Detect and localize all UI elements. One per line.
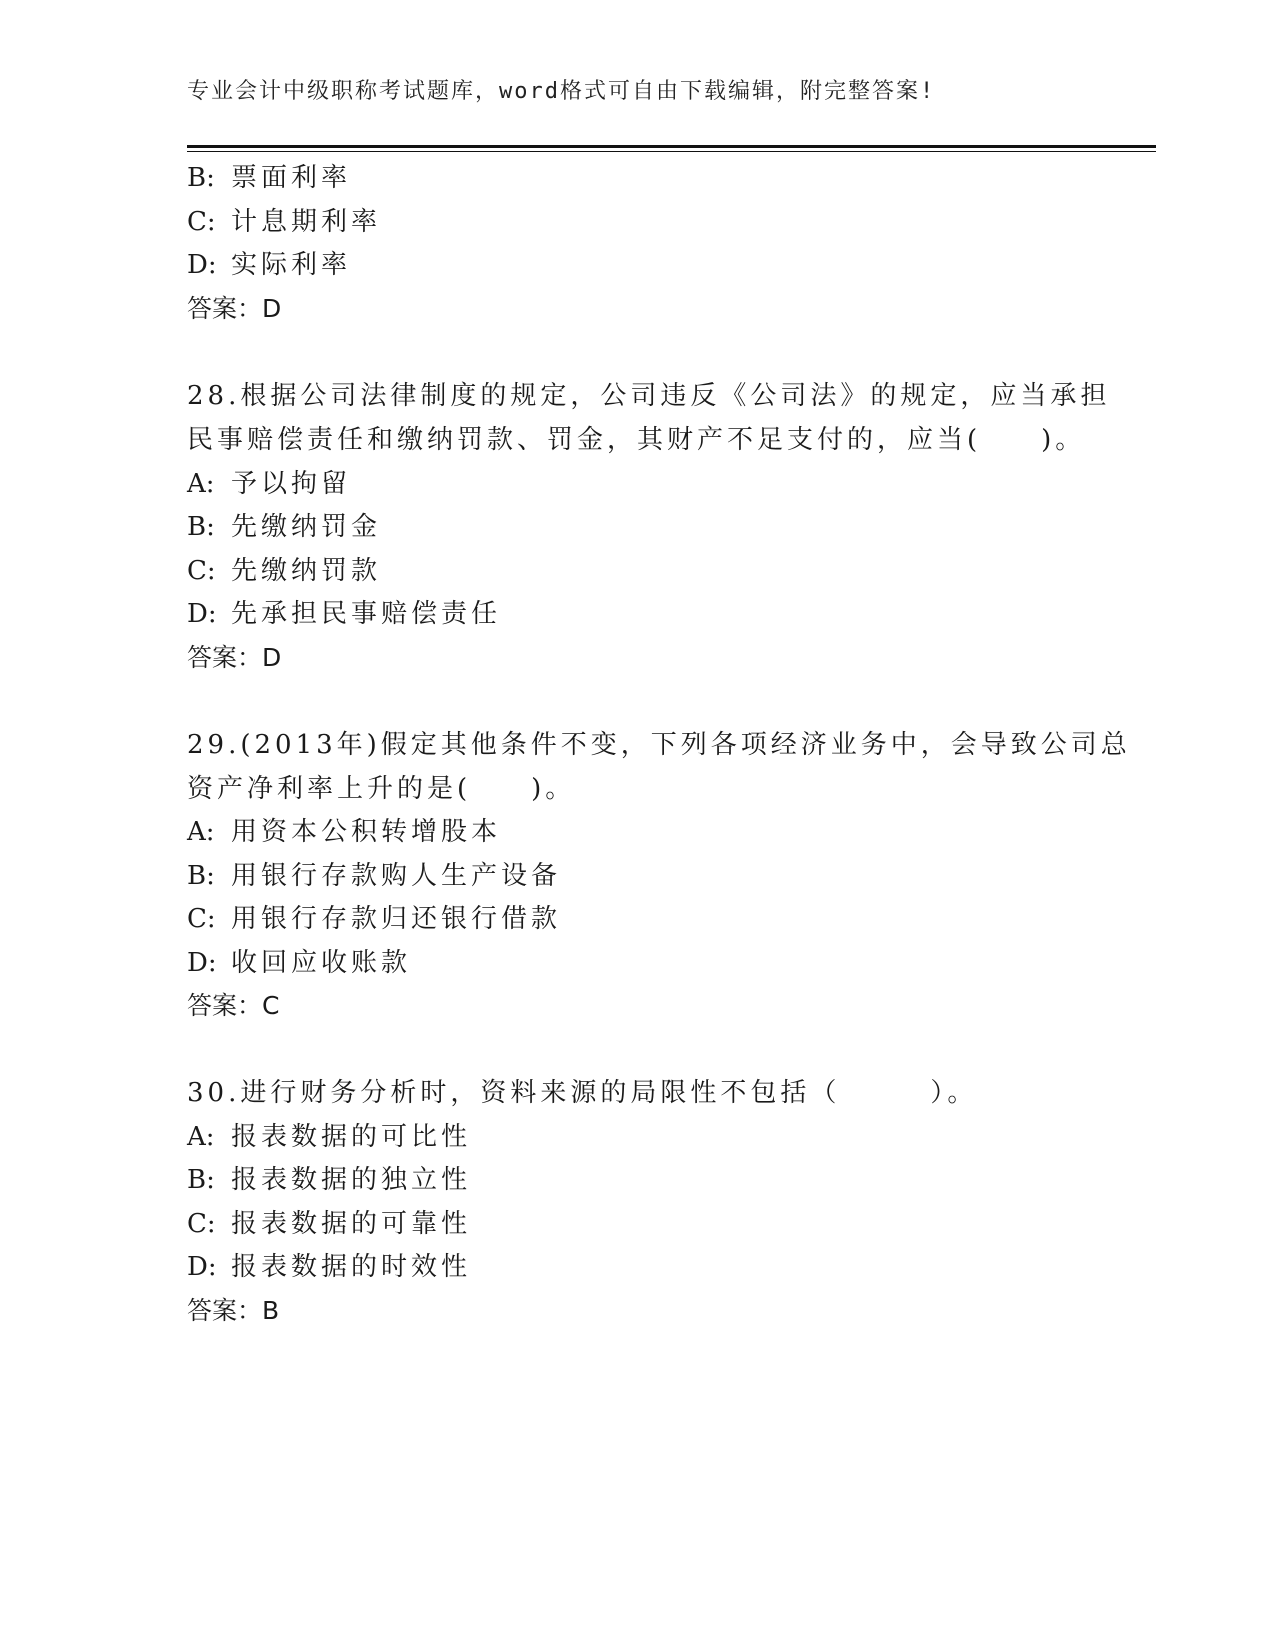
option-line [187, 1209, 471, 1239]
option-text: 用银行存款归还银行借款 [231, 904, 562, 934]
option-letter: D: [187, 948, 217, 978]
option-line [187, 469, 351, 499]
header-rule-thick [187, 145, 1156, 148]
option-letter: B: [187, 512, 215, 542]
page-header: 专业会计中级职称考试题库，word格式可自由下载编辑，附完整答案! [187, 79, 936, 104]
option-line [187, 817, 501, 847]
answer-line: 答案：D [187, 643, 282, 672]
question-stem: 资产净利率上升的是( )。 [187, 774, 576, 804]
option-text: 先缴纳罚款 [231, 556, 382, 586]
option-line [187, 861, 561, 891]
question-stem: 28.根据公司法律制度的规定，公司违反《公司法》的规定，应当承担 [187, 381, 1111, 411]
option-text: 报表数据的可靠性 [231, 1209, 472, 1239]
option-line [187, 948, 411, 978]
answer-line: 答案：B [187, 1296, 280, 1325]
option-line [187, 1252, 471, 1282]
option-letter: B: [187, 163, 215, 193]
option-text: 计息期利率 [231, 207, 382, 237]
option-text: 收回应收账款 [231, 948, 412, 978]
option-letter: C: [187, 207, 216, 237]
option-line [187, 1122, 471, 1152]
option-text: 报表数据的独立性 [231, 1165, 472, 1195]
option-text: 实际利率 [231, 250, 352, 280]
option-letter: D: [187, 599, 217, 629]
option-text: 先承担民事赔偿责任 [231, 599, 502, 629]
option-letter: A: [187, 1122, 215, 1152]
option-text: 先缴纳罚金 [231, 512, 382, 542]
option-line [187, 207, 381, 237]
option-letter: C: [187, 1209, 216, 1239]
option-text: 予以拘留 [231, 469, 352, 499]
question-stem: 30.进行财务分析时，资料来源的局限性不包括（ ）。 [187, 1078, 978, 1108]
option-letter: B: [187, 1165, 215, 1195]
option-letter: A: [187, 469, 215, 499]
option-text: 报表数据的可比性 [231, 1122, 472, 1152]
option-letter: B: [187, 861, 215, 891]
option-line [187, 904, 561, 934]
header-rule-thin [187, 151, 1156, 152]
option-line [187, 599, 501, 629]
option-text: 报表数据的时效性 [231, 1252, 472, 1282]
answer-line: 答案：D [187, 294, 282, 323]
question-stem: 29.(2013年)假定其他条件不变，下列各项经济业务中，会导致公司总 [187, 730, 1131, 760]
option-letter: A: [187, 817, 215, 847]
option-letter: C: [187, 556, 216, 586]
question-stem: 民事赔偿责任和缴纳罚款、罚金，其财产不足支付的，应当( )。 [187, 425, 1086, 455]
option-line [187, 250, 351, 280]
option-line [187, 512, 381, 542]
option-text: 票面利率 [231, 163, 352, 193]
answer-line: 答案：C [187, 991, 280, 1020]
option-letter: D: [187, 1252, 217, 1282]
option-text: 用资本公积转增股本 [231, 817, 502, 847]
option-letter: C: [187, 904, 216, 934]
option-line [187, 163, 351, 193]
option-text: 用银行存款购人生产设备 [231, 861, 562, 891]
option-line [187, 556, 381, 586]
option-letter: D: [187, 250, 217, 280]
option-line [187, 1165, 471, 1195]
